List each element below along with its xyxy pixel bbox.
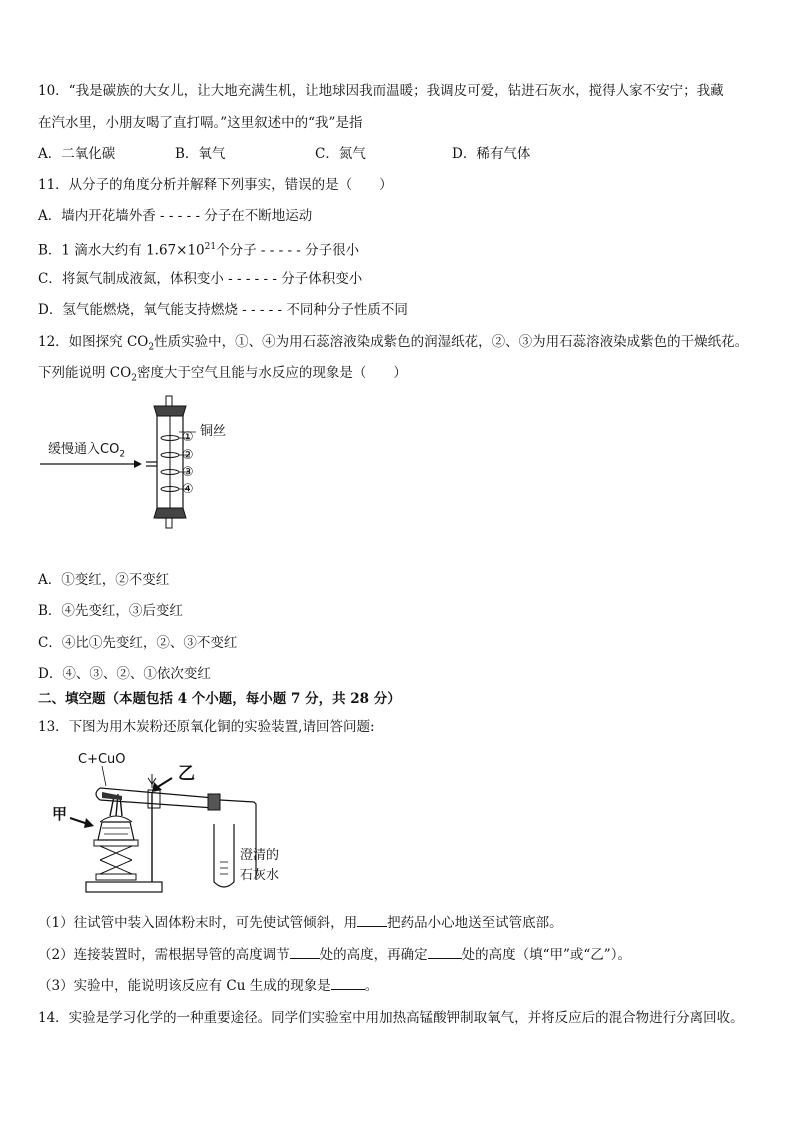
label-jia: 甲 — [52, 805, 68, 823]
q12-line-1 — [38, 333, 748, 357]
copper-wire-label: 铜丝 — [200, 424, 227, 439]
q13-part-2-blank-2[interactable] — [428, 946, 462, 959]
q13-part-2-text-mid: 处的高度，再确定 — [319, 947, 428, 963]
reagent-label: C+CuO — [78, 752, 126, 767]
q12-option-a: A．①变红，②不变红 — [38, 572, 170, 588]
co2-apparatus-figure — [38, 392, 278, 532]
q13-part-1-text-end: 把药品小心地送至试管底部。 — [387, 915, 563, 931]
label-yi: 乙 — [178, 764, 195, 784]
flower-marker-3: ③ — [182, 465, 194, 480]
co2-inlet-label — [48, 442, 125, 463]
q10-option-b: B．氧气 — [175, 146, 226, 162]
q11-option-b-text-end: 个分子 - - - - - 分子很小 — [216, 242, 360, 259]
q12-line-1-text-end: 性质实验中，①、④为用石蕊溶液染成紫色的润湿纸花，②、③为用石蕊溶液染成紫色的干燥纸花。 — [154, 334, 749, 350]
q13-part-2-blank-1[interactable] — [290, 946, 320, 959]
flower-marker-4: ④ — [182, 482, 194, 497]
limewater-label-line-1: 澄清的 — [240, 848, 280, 863]
q11-option-d: D．氢气能燃烧，氧气能支持燃烧 - - - - - 不同种分子性质不同 — [38, 302, 408, 318]
q11-option-c: C．将氮气制成液氮，体积变小 - - - - - - 分子体积变小 — [38, 271, 363, 287]
q12-line-1-text: 12．如图探究 CO — [38, 334, 149, 350]
q12-line-2-text: 下列能说明 CO — [38, 365, 132, 381]
flower-marker-2: ② — [182, 448, 194, 463]
q13-stem: 13．下图为用木炭粉还原氧化铜的实验装置,请回答问题: — [38, 719, 375, 735]
q13-part-3 — [38, 977, 378, 995]
q14-stem: 14．实验是学习化学的一种重要途径。同学们实验室中用加热高锰酸钾制取氧气，并将反应后的混合物进行分离回收。 — [38, 1010, 744, 1026]
q10-line-2: 在汽水里，小朋友喝了直打嗝。”这里叙述中的“我”是指 — [38, 115, 363, 131]
flower-marker-1: ① — [182, 430, 194, 445]
q11-option-b — [38, 238, 359, 260]
q13-part-1-blank[interactable] — [357, 914, 387, 927]
q12-line-2-text-end: 密度大于空气且能与水反应的现象是（ ） — [136, 365, 407, 381]
carbon-reduction-apparatus-figure — [44, 752, 294, 900]
limewater-label-line-2: 石灰水 — [240, 868, 280, 883]
q10-option-a: A．二氧化碳 — [38, 146, 116, 162]
q12-line-2 — [38, 364, 407, 388]
q11-option-b-text: B．1 滴水大约有 1.67×10 — [38, 242, 205, 259]
section-heading-fill-in: 二、填空题（本题包括 4 个小题，每小题 7 分，共 28 分） — [38, 691, 401, 707]
q12-line-1-sub: 2 — [148, 342, 155, 353]
q13-part-3-text: （3）实验中，能说明该反应有 Cu 生成的现象是 — [38, 978, 331, 994]
q10-option-c: C．氮气 — [315, 146, 366, 162]
co2-inlet-label-text: 缓慢通入CO — [48, 442, 120, 457]
co2-inlet-label-sub: 2 — [119, 449, 126, 460]
q12-option-c: C．④比①先变红，②、③不变红 — [38, 635, 238, 651]
q12-option-b: B．④先变红，③后变红 — [38, 603, 183, 619]
q11-stem: 11．从分子的角度分析并解释下列事实，错误的是（ ） — [38, 177, 393, 193]
q13-part-2-text-end: 处的高度（填“甲”或“乙”）。 — [461, 947, 631, 963]
q12-option-d: D．④、③、②、①依次变红 — [38, 666, 211, 682]
q10-options — [38, 145, 530, 163]
q10-line-1: 10．“我是碳族的大女儿，让大地充满生机，让地球因我而温暖；我调皮可爱，钻进石灰水，搅得人家不安宁；我藏 — [38, 83, 724, 99]
q11-option-a: A．墙内开花墙外香 - - - - - 分子在不断地运动 — [38, 208, 313, 224]
q13-part-1-text: （1）往试管中装入固体粉末时，可先使试管倾斜，用 — [38, 915, 358, 931]
q13-part-2-text: （2）连接装置时，需根据导管的高度调节 — [38, 947, 290, 963]
q13-part-1 — [38, 914, 563, 932]
q10-option-d: D．稀有气体 — [452, 146, 531, 162]
q13-part-3-blank[interactable] — [331, 977, 365, 990]
q13-part-3-text-end: 。 — [364, 978, 379, 994]
q12-line-2-sub: 2 — [131, 373, 137, 384]
q11-option-b-exponent: 21 — [204, 242, 217, 252]
q13-part-2 — [38, 946, 631, 964]
